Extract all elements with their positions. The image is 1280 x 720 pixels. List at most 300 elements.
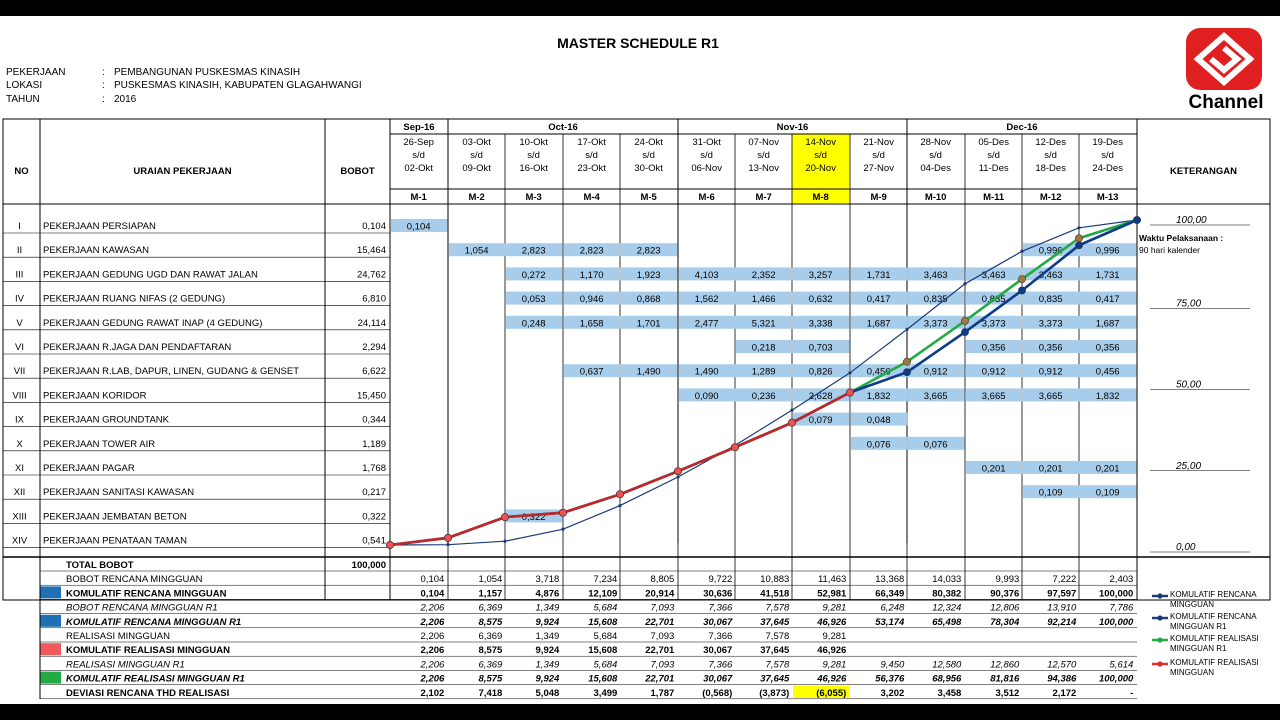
summary-value: 3,499: [593, 687, 618, 699]
task-value: 0,079: [808, 415, 833, 427]
keterangan-note-title: Waktu Pelaksanaan :: [1139, 233, 1224, 243]
series-point-0: [676, 475, 679, 478]
summary-value: 5,684: [593, 602, 618, 614]
task-value: 1,687: [1095, 318, 1120, 330]
week-end: 18-Des: [1035, 163, 1066, 174]
task-no: VI: [15, 342, 24, 353]
week-sd: s/d: [929, 150, 942, 161]
task-no: XII: [13, 487, 26, 499]
task-no: XI: [15, 463, 24, 474]
summary-value: 46,926: [817, 673, 847, 685]
summary-value: 0,104: [420, 574, 445, 586]
week-start: 14-Nov: [805, 137, 836, 148]
task-name: PEKERJAAN R.JAGA DAN PENDAFTARAN: [43, 342, 232, 353]
task-bobot: 2,294: [362, 342, 386, 353]
master-schedule-table: [0, 16, 1280, 704]
summary-value: 9,281: [822, 631, 847, 642]
task-value: 1,466: [751, 294, 776, 306]
week-code: M-8: [812, 192, 829, 203]
week-start: 07-Nov: [748, 137, 779, 148]
task-value: 0,109: [1095, 487, 1120, 499]
task-value: 2,477: [694, 318, 719, 330]
summary-value: 8,575: [478, 673, 503, 685]
series-point-0: [963, 282, 966, 285]
summary-value: 5,048: [535, 687, 560, 699]
week-start: 24-Okt: [634, 137, 663, 148]
task-value: 1,731: [866, 269, 891, 281]
task-name: PEKERJAAN GROUNDTANK: [43, 414, 169, 426]
summary-value: 12,860: [990, 659, 1020, 671]
task-no: X: [16, 438, 23, 450]
task-name: PEKERJAAN PENATAAN TAMAN: [43, 535, 187, 547]
summary-value: (0,568): [702, 687, 733, 699]
task-value: 5,321: [751, 318, 776, 330]
series-point-3: [559, 509, 566, 516]
week-sd: s/d: [814, 150, 827, 161]
task-value: 1,687: [866, 318, 891, 330]
task-name: PEKERJAAN R.LAB, DAPUR, LINEN, GUDANG & GENSET: [43, 366, 300, 378]
axis-label: 100,00: [1176, 215, 1207, 226]
week-code: M-9: [870, 192, 887, 203]
series-point-1: [903, 369, 910, 376]
summary-value: 12,324: [932, 602, 962, 614]
week-start: 12-Des: [1035, 137, 1066, 148]
header-keterangan: KETERANGAN: [1169, 166, 1238, 177]
week-start: 28-Nov: [920, 137, 951, 148]
task-value: 3,665: [1038, 390, 1063, 402]
summary-swatch: [40, 586, 61, 598]
summary-value: 8,575: [478, 616, 503, 628]
task-value: 2,823: [636, 245, 661, 257]
task-value: 0,218: [751, 342, 776, 354]
info-lokasi: LOKASI : PUSKESMAS KINASIH, KABUPATEN GLAGAHWANGI: [6, 80, 362, 91]
task-value: 1,490: [694, 366, 719, 378]
week-start: 10-Okt: [519, 137, 548, 148]
summary-value: 13,910: [1047, 602, 1077, 614]
summary-value: 7,578: [765, 631, 790, 642]
task-value: 3,463: [1038, 269, 1063, 281]
week-start: 17-Okt: [577, 137, 606, 148]
summary-label: TOTAL BOBOT: [66, 560, 134, 571]
task-value: 0,637: [579, 366, 604, 378]
summary-value: 90,376: [990, 588, 1020, 600]
summary-value: 2,206: [420, 602, 445, 614]
task-value: 0,456: [866, 366, 891, 378]
week-start: 26-Sep: [403, 137, 434, 148]
task-value: 0,632: [808, 294, 833, 306]
task-value: 0,236: [751, 390, 776, 402]
axis-label: 0,00: [1176, 542, 1196, 553]
summary-value: 97,597: [1047, 588, 1077, 600]
task-value: 0,835: [923, 294, 948, 306]
summary-value: 46,926: [817, 616, 847, 628]
summary-value: 1,349: [535, 631, 560, 642]
week-code: M-3: [525, 192, 542, 203]
summary-value: 3,512: [995, 687, 1020, 699]
summary-label: BOBOT RENCANA MINGGUAN R1: [66, 602, 218, 614]
summary-bobot: 100,000: [351, 560, 386, 571]
week-code: M-12: [1039, 192, 1062, 203]
summary-value: 8,575: [478, 645, 503, 657]
task-value: 0,201: [1095, 463, 1120, 475]
task-bobot: 6,810: [362, 293, 386, 305]
summary-value: 15,608: [588, 673, 618, 685]
task-value: 0,356: [1038, 342, 1063, 354]
week-code: M-2: [468, 192, 485, 203]
series-point-3: [674, 468, 681, 475]
summary-value: 7,093: [650, 631, 675, 642]
summary-value: 3,458: [937, 687, 962, 699]
week-sd: s/d: [585, 150, 598, 161]
series-point-0: [446, 543, 449, 546]
task-no: IV: [15, 293, 24, 305]
week-end: 04-Des: [920, 163, 951, 174]
series-point-2: [1075, 235, 1082, 242]
task-no: V: [16, 317, 23, 329]
task-value: 2,352: [751, 269, 776, 281]
task-value: 0,109: [1038, 487, 1063, 499]
summary-value: -: [1130, 687, 1134, 699]
legend-marker: [1157, 637, 1162, 642]
summary-value: 3,718: [535, 574, 560, 586]
task-name: PEKERJAAN GEDUNG RAWAT INAP (4 GEDUNG): [43, 317, 263, 329]
task-no: I: [18, 221, 21, 232]
task-bobot: 0,322: [362, 511, 386, 523]
summary-value: 30,067: [703, 645, 733, 657]
series-point-0: [1077, 226, 1080, 229]
summary-value: 0,104: [420, 588, 445, 600]
task-value: 0,835: [1038, 294, 1063, 306]
legend-label-2: KOMULATIF REALISASI MINGGUAN R1: [1170, 634, 1259, 653]
summary-value: 7,093: [650, 659, 675, 671]
task-value: 2,823: [521, 245, 546, 257]
legend-marker: [1157, 615, 1162, 620]
task-value: 0,053: [521, 294, 546, 306]
task-value: 0,248: [521, 318, 546, 330]
summary-value: 30,067: [703, 616, 733, 628]
task-bobot: 1,189: [362, 438, 386, 450]
series-point-3: [616, 491, 623, 498]
series-point-1: [1133, 216, 1140, 223]
summary-value: 68,956: [932, 673, 962, 685]
task-bobot: 0,217: [362, 487, 386, 499]
summary-value: 9,450: [880, 659, 905, 671]
summary-value: 5,614: [1109, 659, 1134, 671]
summary-value: 7,366: [708, 602, 733, 614]
task-value: 1,658: [579, 318, 604, 330]
summary-value: 20,914: [645, 588, 675, 600]
task-no: II: [16, 245, 23, 257]
header-uraian: URAIAN PEKERJAAN: [133, 166, 232, 177]
summary-value: 9,993: [995, 574, 1020, 586]
series-point-2: [1018, 275, 1025, 282]
summary-value: 8,805: [650, 574, 675, 586]
task-name: PEKERJAAN KAWASAN: [43, 245, 149, 257]
task-name: PEKERJAAN KORIDOR: [43, 390, 147, 402]
summary-value: 2,206: [420, 631, 445, 642]
task-value: 0,912: [1038, 366, 1063, 378]
task-value: 0,996: [1095, 245, 1120, 257]
summary-value: 6,369: [478, 631, 503, 642]
summary-value: 22,701: [645, 616, 675, 628]
summary-value: 37,645: [760, 616, 790, 628]
week-end: 11-Des: [978, 163, 1009, 174]
summary-value: 7,234: [593, 574, 618, 586]
task-value: 1,490: [636, 366, 661, 378]
task-value: 2,628: [808, 390, 833, 402]
week-end: 16-Okt: [519, 163, 548, 174]
summary-value: 56,376: [875, 673, 905, 685]
week-end: 24-Des: [1092, 163, 1123, 174]
week-sd: s/d: [872, 150, 885, 161]
summary-value: 1,157: [478, 588, 503, 600]
task-value: 1,923: [636, 269, 661, 281]
summary-value: 12,806: [990, 602, 1020, 614]
series-point-0: [790, 408, 793, 411]
series-point-3: [444, 534, 451, 541]
summary-value: 13,368: [875, 574, 905, 586]
summary-value: 92,214: [1047, 616, 1077, 628]
series-point-0: [848, 371, 851, 374]
legend-marker: [1157, 661, 1162, 666]
task-bobot: 15,450: [356, 390, 386, 402]
week-sd: s/d: [1044, 150, 1057, 161]
summary-value: 37,645: [760, 673, 790, 685]
task-value: 3,665: [981, 390, 1006, 402]
summary-value: 81,816: [990, 673, 1020, 685]
summary-label: REALISASI MINGGUAN: [66, 631, 170, 642]
summary-value: 4,876: [535, 588, 560, 600]
info-pekerjaan: PEKERJAAN : PEMBANGUNAN PUSKESMAS KINASIH: [6, 67, 301, 78]
summary-value: 1,349: [535, 602, 560, 614]
summary-value: (3,873): [759, 687, 790, 699]
summary-value: 2,102: [420, 687, 445, 699]
series-point-1: [1075, 242, 1082, 249]
week-code: M-7: [755, 192, 772, 203]
summary-value: 7,418: [478, 687, 503, 699]
week-start: 31-Okt: [692, 137, 721, 148]
series-point-2: [903, 358, 910, 365]
summary-label: KOMULATIF REALISASI MINGGUAN R1: [66, 673, 245, 685]
series-point-1: [1018, 287, 1025, 294]
task-value: 0,356: [1095, 342, 1120, 354]
summary-value: 37,645: [760, 645, 790, 657]
week-end: 06-Nov: [691, 163, 722, 174]
series-point-0: [618, 504, 621, 507]
task-value: 0,912: [923, 366, 948, 378]
schedule-page: [0, 16, 1280, 704]
task-value: 3,338: [808, 318, 833, 330]
task-value: 0,076: [923, 439, 948, 451]
task-value: 1,562: [694, 294, 719, 306]
task-no: XIII: [12, 511, 27, 523]
header-no: NO: [14, 166, 29, 177]
week-sd: s/d: [527, 150, 540, 161]
summary-label: DEVIASI RENCANA THD REALISASI: [66, 687, 230, 699]
task-value: 0,090: [694, 390, 719, 402]
task-bobot: 0,104: [362, 221, 386, 232]
summary-swatch: [40, 672, 61, 684]
summary-value: 2,403: [1109, 574, 1134, 586]
task-bobot: 0,344: [362, 414, 386, 426]
summary-label: REALISASI MINGGUAN R1: [66, 659, 185, 671]
summary-value: 15,608: [588, 616, 618, 628]
info-tahun: TAHUN : 2016: [6, 94, 137, 105]
legend-label-1: KOMULATIF RENCANA MINGGUAN R1: [1170, 612, 1257, 631]
task-name: PEKERJAAN PAGAR: [43, 463, 135, 474]
task-value: 1,701: [636, 318, 661, 330]
summary-value: 9,924: [535, 616, 560, 628]
task-bobot: 0,541: [362, 535, 386, 547]
week-end: 13-Nov: [748, 163, 779, 174]
week-start: 21-Nov: [863, 137, 894, 148]
week-code: M-10: [924, 192, 947, 203]
task-value: 1,289: [751, 366, 776, 378]
week-start: 19-Des: [1092, 137, 1123, 148]
week-end: 09-Okt: [462, 163, 491, 174]
series-point-0: [561, 528, 564, 531]
summary-value: 15,608: [588, 645, 618, 657]
task-value: 3,373: [1038, 318, 1063, 330]
series-point-3: [731, 444, 738, 451]
summary-value: 94,386: [1047, 673, 1077, 685]
task-value: 3,665: [923, 390, 948, 402]
summary-value: 7,366: [708, 659, 733, 671]
task-value: 0,076: [866, 439, 891, 451]
task-value: 0,912: [981, 366, 1006, 378]
axis-label: 75,00: [1176, 298, 1202, 310]
summary-value: 100,000: [1098, 588, 1134, 600]
week-end: 20-Nov: [805, 163, 836, 174]
task-value: 0,356: [981, 342, 1006, 354]
legend-marker: [1157, 593, 1162, 598]
summary-value: 53,174: [875, 616, 905, 628]
task-value: 0,703: [808, 342, 833, 354]
header-bobot: BOBOT: [340, 166, 375, 177]
summary-value: 3,202: [880, 687, 905, 699]
summary-value: 10,883: [760, 574, 790, 586]
task-value: 3,373: [981, 318, 1006, 330]
summary-value: 7,578: [765, 659, 790, 671]
series-point-3: [501, 514, 508, 521]
week-sd: s/d: [642, 150, 655, 161]
summary-value: 7,578: [765, 602, 790, 614]
week-sd: s/d: [700, 150, 713, 161]
task-value: 0,835: [981, 294, 1006, 306]
task-no: IX: [15, 414, 24, 426]
week-sd: s/d: [470, 150, 483, 161]
task-value: 0,996: [1038, 245, 1063, 257]
summary-value: 9,924: [535, 673, 560, 685]
summary-value: 100,000: [1098, 616, 1134, 628]
week-start: 05-Des: [978, 137, 1009, 148]
task-value: 0,417: [1095, 294, 1120, 306]
task-bobot: 24,762: [356, 269, 386, 281]
month-label: Nov-16: [776, 122, 809, 133]
series-point-0: [503, 540, 506, 543]
summary-value: 7,093: [650, 602, 675, 614]
summary-label: KOMULATIF RENCANA MINGGUAN R1: [66, 616, 242, 628]
summary-value: 1,054: [478, 574, 503, 586]
summary-value: 80,382: [932, 588, 962, 600]
summary-label: BOBOT RENCANA MINGGUAN: [66, 574, 203, 586]
summary-value: 65,498: [932, 616, 962, 628]
axis-label: 25,00: [1176, 460, 1202, 472]
summary-value: 2,206: [420, 659, 445, 671]
task-bobot: 1,768: [362, 463, 386, 474]
summary-value: 66,349: [875, 588, 905, 600]
summary-value: 1,349: [535, 659, 560, 671]
task-value: 0,322: [521, 511, 546, 523]
task-value: 3,463: [923, 269, 948, 281]
summary-label: KOMULATIF REALISASI MINGGUAN: [66, 645, 230, 657]
summary-value: 6,369: [478, 659, 503, 671]
task-value: 0,272: [521, 269, 546, 281]
week-code: M-6: [698, 192, 715, 203]
task-value: 1,054: [464, 245, 489, 257]
task-bobot: 24,114: [357, 317, 386, 329]
week-sd: s/d: [412, 150, 425, 161]
week-end: 02-Okt: [404, 163, 433, 174]
week-code: M-4: [583, 192, 600, 203]
week-sd: s/d: [757, 150, 770, 161]
summary-value: 2,172: [1052, 687, 1077, 699]
task-value: 1,832: [1095, 390, 1120, 402]
task-value: 0,048: [866, 415, 891, 427]
task-value: 0,201: [981, 463, 1006, 475]
summary-value: 7,366: [708, 631, 733, 642]
series-point-0: [905, 328, 908, 331]
week-code: M-5: [640, 192, 657, 203]
logo-text: Channel: [1188, 92, 1264, 113]
task-name: PEKERJAAN TOWER AIR: [43, 438, 156, 450]
task-value: 1,832: [866, 390, 891, 402]
task-value: 3,257: [808, 269, 833, 281]
month-label: Oct-16: [548, 122, 578, 133]
summary-value: 41,518: [760, 588, 790, 600]
summary-value: 12,580: [932, 659, 962, 671]
series-point-3: [788, 419, 795, 426]
task-name: PEKERJAAN SANITASI KAWASAN: [43, 487, 195, 499]
task-bobot: 6,622: [362, 366, 386, 378]
week-end: 23-Okt: [577, 163, 606, 174]
summary-value: 14,033: [932, 574, 962, 586]
week-end: 30-Okt: [634, 163, 663, 174]
summary-value: 2,206: [420, 616, 445, 628]
week-code: M-13: [1096, 192, 1119, 203]
task-value: 0,826: [808, 366, 833, 378]
summary-value: 6,369: [478, 602, 503, 614]
summary-value: 9,281: [822, 659, 847, 671]
axis-label: 50,00: [1176, 379, 1202, 391]
week-start: 03-Okt: [462, 137, 491, 148]
task-value: 0,456: [1095, 366, 1120, 378]
summary-value: 9,722: [708, 574, 733, 586]
task-no: VII: [13, 366, 26, 378]
task-value: 4,103: [694, 269, 719, 281]
summary-value: (6,055): [816, 687, 847, 699]
task-value: 2,823: [579, 245, 604, 257]
page-title: MASTER SCHEDULE R1: [557, 35, 719, 51]
summary-swatch: [40, 615, 61, 627]
summary-value: 2,206: [420, 645, 445, 657]
task-name: PEKERJAAN GEDUNG UGD DAN RAWAT JALAN: [43, 269, 258, 281]
month-label: Sep-16: [403, 122, 435, 133]
series-point-2: [961, 317, 968, 324]
summary-value: 5,684: [593, 631, 618, 642]
summary-value: 1,787: [650, 687, 675, 699]
summary-value: 5,684: [593, 659, 618, 671]
